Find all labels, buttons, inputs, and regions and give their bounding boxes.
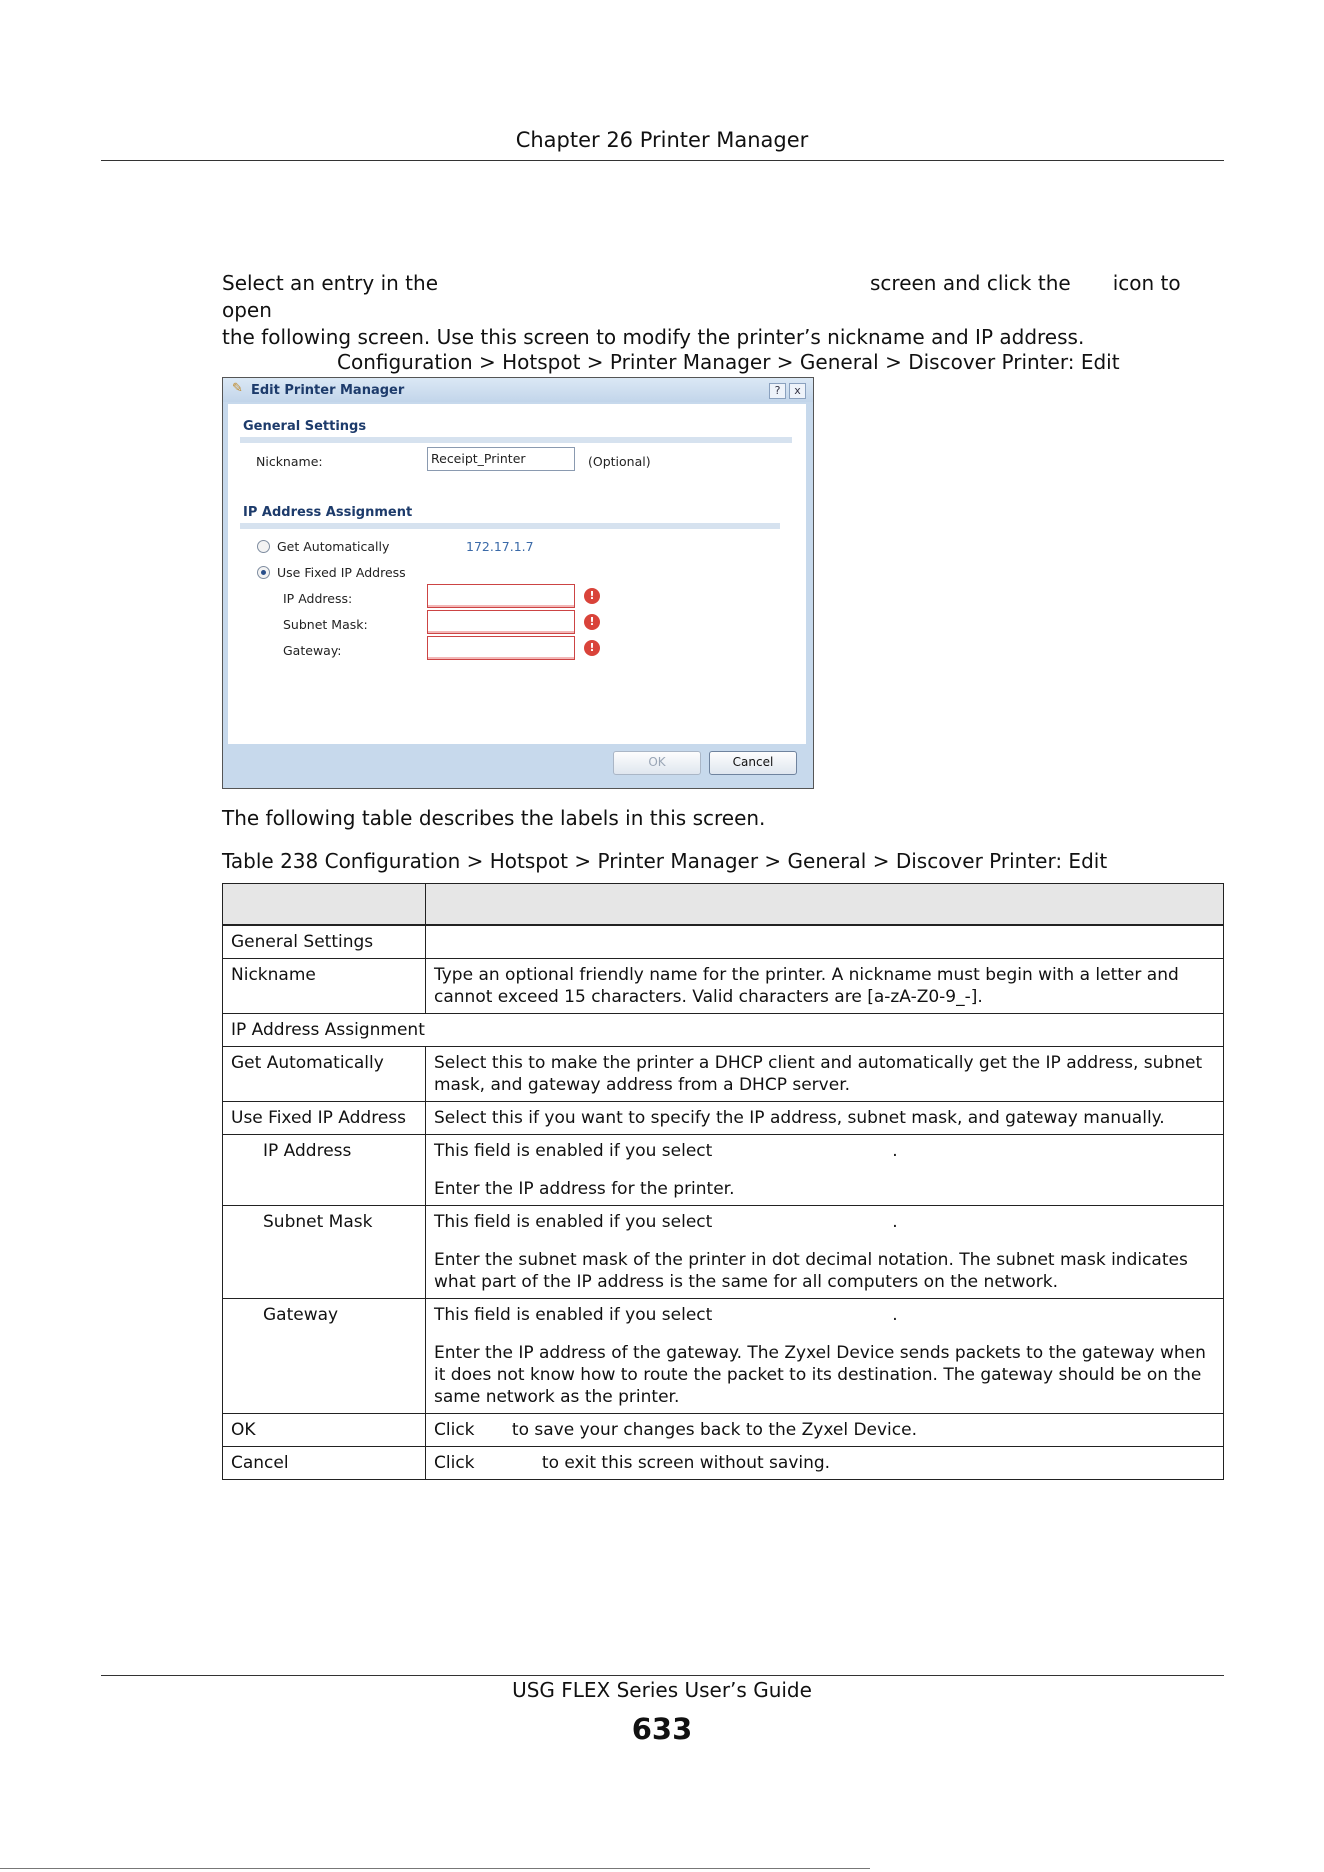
row-desc: Type an optional friendly name for the printer. A nickname must begin with a letter and cannot exceed 15 characters. Valid characters are [a-zA-Z0-9_-]. [426,959,1224,1014]
table-caption: Table 238 Configuration > Hotspot > Printer Manager > General > Discover Printer: Edit [222,849,1108,873]
row-label: General Settings [223,925,426,959]
dialog-title: Edit Printer Manager [251,383,405,398]
table-row [223,1414,1224,1447]
intro-text-1: Select an entry in the [222,271,438,295]
row-label: IP Address Assignment [223,1014,1224,1047]
row-desc: Select this to make the printer a DHCP client and automatically get the IP address, subnet mask, and gateway address from a DHCP server. [426,1047,1224,1102]
row-desc [426,1447,1224,1480]
table-row [223,925,1224,959]
table-row [223,959,1224,1014]
figure-caption: Configuration > Hotspot > Printer Manager > General > Discover Printer: Edit [337,350,1120,374]
page-number: 633 [631,1712,693,1746]
get-automatically-radio[interactable] [257,540,270,553]
error-icon: ! [584,614,600,630]
intro-text-3: icon to open [222,271,1181,322]
auto-ip-value: 172.17.1.7 [466,539,534,554]
desc-text: This field is enabled if you select [434,1141,713,1161]
desc-text: to save your changes back to the Zyxel Device. [511,1420,917,1440]
row-label: Subnet Mask [223,1206,426,1299]
intro-text-2: screen and click the [870,271,1071,295]
table-row [223,1102,1224,1135]
chapter-header: Chapter 26 Printer Manager [515,128,809,152]
table-row [223,1299,1224,1414]
table-row [223,1014,1224,1047]
table-row [223,1047,1224,1102]
desc-text: Enter the subnet mask of the printer in dot decimal notation. The subnet mask indicates what part of the IP address is the same for all computers on the network. [434,1250,1188,1292]
use-fixed-ip-radio[interactable] [257,566,270,579]
get-automatically-label: Get Automatically [277,539,390,554]
close-icon[interactable]: x [789,383,806,399]
intro-paragraph [222,270,1232,351]
row-label: IP Address [223,1135,426,1206]
optional-hint: (Optional) [588,454,651,469]
general-settings-heading: General Settings [243,419,367,434]
row-label: OK [223,1414,426,1447]
row-label: Gateway [223,1299,426,1414]
error-icon: ! [584,588,600,604]
nickname-input[interactable]: Receipt_Printer [427,447,575,471]
error-icon: ! [584,640,600,656]
use-fixed-ip-label: Use Fixed IP Address [277,565,406,580]
row-label: Get Automatically [223,1047,426,1102]
subnet-mask-input[interactable] [427,610,575,634]
intro-text-4: the following screen. Use this screen to modify the printer’s nickname and IP address. [222,325,1085,349]
cancel-button[interactable]: Cancel [709,751,797,775]
row-desc [426,1414,1224,1447]
labels-table [222,883,1224,1480]
guide-title: USG FLEX Series User’s Guide [512,1678,812,1702]
row-label: Cancel [223,1447,426,1480]
table-row [223,1206,1224,1299]
desc-period: . [892,1212,898,1232]
ip-assignment-heading: IP Address Assignment [243,505,413,520]
row-desc [426,1299,1224,1414]
table-intro: The following table describes the labels in this screen. [222,806,766,830]
desc-text: Click [434,1453,475,1473]
help-icon[interactable]: ? [769,383,786,399]
table-row [223,1447,1224,1480]
row-desc [426,1206,1224,1299]
nickname-label: Nickname: [256,454,323,469]
desc-text: Enter the IP address of the gateway. The Zyxel Device sends packets to the gateway when it does not know how to route the packet to its destination. The gateway should be on the same network as the printer. [434,1343,1206,1407]
bottom-rule [0,1868,870,1869]
ok-button[interactable]: OK [613,751,701,775]
pencil-icon: ✎ [232,381,243,396]
desc-period: . [892,1141,898,1161]
row-label: Use Fixed IP Address [223,1102,426,1135]
row-desc: Select this if you want to specify the IP address, subnet mask, and gateway manually. [426,1102,1224,1135]
header-rule [101,160,1224,161]
row-desc [426,1135,1224,1206]
table-header-row [223,884,1224,926]
row-desc [426,925,1224,959]
desc-text: This field is enabled if you select [434,1212,713,1232]
dialog-body [228,404,806,744]
header-cell [426,884,1224,926]
ip-address-input[interactable] [427,584,575,608]
desc-text: Click [434,1420,475,1440]
section-divider [240,523,780,529]
footer-rule [101,1675,1224,1676]
table-row [223,1135,1224,1206]
desc-text: to exit this screen without saving. [541,1453,831,1473]
row-label: Nickname [223,959,426,1014]
edit-printer-dialog [222,377,814,789]
subnet-mask-label: Subnet Mask: [283,617,368,632]
gateway-input[interactable] [427,636,575,660]
desc-text: Enter the IP address for the printer. [434,1179,735,1199]
dialog-titlebar [223,378,813,402]
gateway-label: Gateway: [283,643,342,658]
desc-period: . [892,1305,898,1325]
header-cell [223,884,426,926]
ip-address-label: IP Address: [283,591,353,606]
section-divider [240,437,792,443]
desc-text: This field is enabled if you select [434,1305,713,1325]
